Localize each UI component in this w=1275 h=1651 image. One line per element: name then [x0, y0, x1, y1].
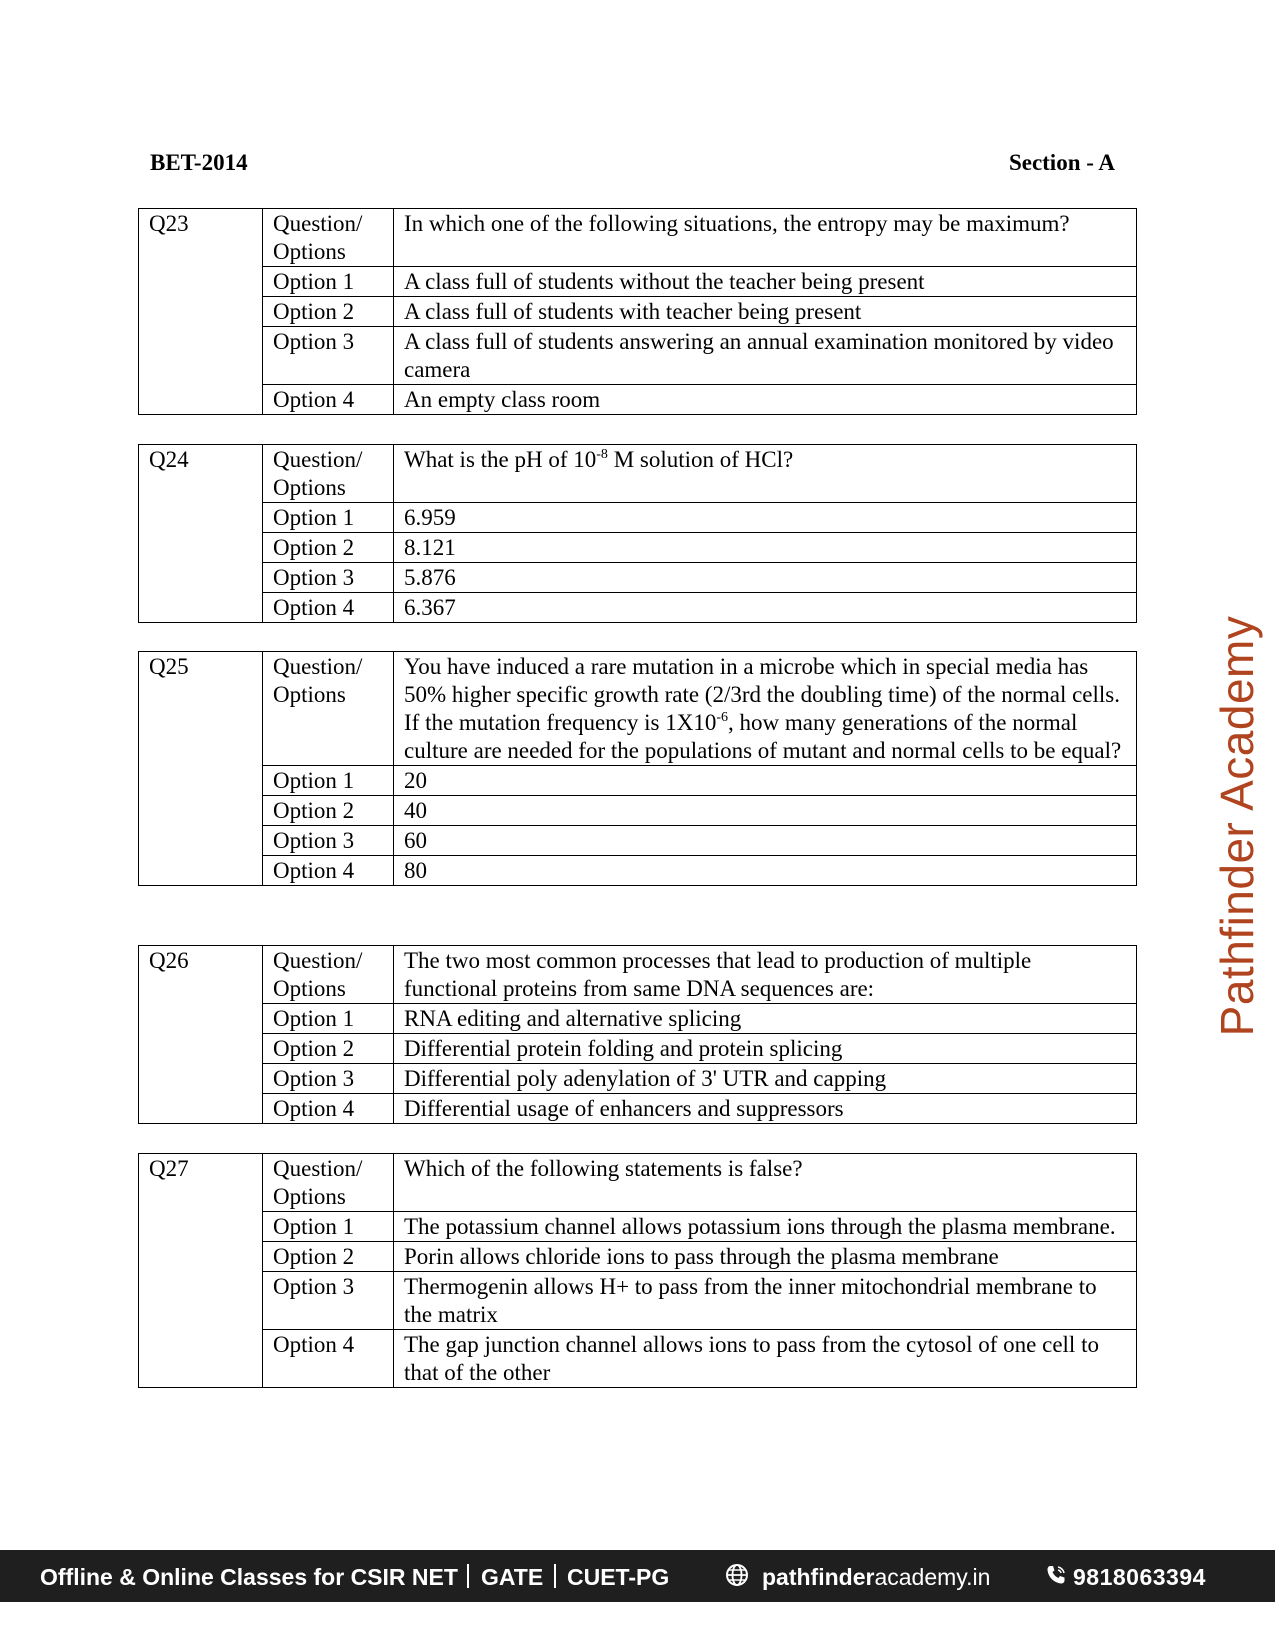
question-text: Which of the following statements is false?	[394, 1154, 1137, 1212]
option-label: Option 3	[263, 327, 394, 385]
option-label: Option 3	[263, 826, 394, 856]
option-row	[139, 796, 1137, 826]
question-row	[139, 946, 1137, 1004]
option-label: Option 2	[263, 297, 394, 327]
option-row	[139, 1094, 1137, 1124]
option-row	[139, 503, 1137, 533]
option-row	[139, 1242, 1137, 1272]
footer-website[interactable]: pathfinderacademy.in	[762, 1564, 991, 1590]
option-label: Option 2	[263, 796, 394, 826]
question-table-q25	[138, 651, 1137, 886]
option-label: Option 4	[263, 1330, 394, 1388]
question-label: Question/ Options	[263, 946, 394, 1004]
question-row	[139, 652, 1137, 766]
question-row	[139, 209, 1137, 267]
option-row	[139, 267, 1137, 297]
option-label: Option 2	[263, 1034, 394, 1064]
question-text: In which one of the following situations, the entropy may be maximum?	[394, 209, 1137, 267]
question-row	[139, 1154, 1137, 1212]
option-row	[139, 1330, 1137, 1388]
footer-phone[interactable]: 9818063394	[1073, 1564, 1206, 1590]
option-label: Option 4	[263, 385, 394, 415]
option-label: Option 4	[263, 856, 394, 886]
option-text: Differential protein folding and protein splicing	[394, 1034, 1137, 1064]
option-text: 40	[394, 796, 1137, 826]
option-label: Option 1	[263, 1212, 394, 1242]
question-row	[139, 445, 1137, 503]
question-number: Q25	[139, 652, 263, 886]
question-label: Question/ Options	[263, 209, 394, 267]
footer-classes: Offline & Online Classes for CSIR NET	[40, 1564, 458, 1590]
option-text: An empty class room	[394, 385, 1137, 415]
option-text: Thermogenin allows H+ to pass from the inner mitochondrial membrane to the matrix	[394, 1272, 1137, 1330]
option-text: A class full of students answering an annual examination monitored by video camera	[394, 327, 1137, 385]
phone-icon	[1044, 1564, 1068, 1593]
option-label: Option 3	[263, 1272, 394, 1330]
footer-divider	[554, 1564, 556, 1588]
option-label: Option 4	[263, 1094, 394, 1124]
option-row	[139, 327, 1137, 385]
question-text: You have induced a rare mutation in a microbe which in special media has 50% higher specific growth rate (2/3rd the doubling time) of the normal cells. If the mutation frequency is $1X10^{-6}$, how many generations of the normal culture are needed for the populations of mutant and normal cells to be equal?	[394, 652, 1137, 766]
option-label: Option 1	[263, 503, 394, 533]
option-text: Porin allows chloride ions to pass through the plasma membrane	[394, 1242, 1137, 1272]
option-row	[139, 856, 1137, 886]
question-number: Q27	[139, 1154, 263, 1388]
option-text: 6.959	[394, 503, 1137, 533]
option-text: A class full of students with teacher being present	[394, 297, 1137, 327]
exam-title: BET-2014	[150, 150, 248, 175]
option-row	[139, 1034, 1137, 1064]
option-label: Option 1	[263, 267, 394, 297]
option-text: 6.367	[394, 593, 1137, 623]
question-text: The two most common processes that lead to production of multiple functional proteins from same DNA sequences are:	[394, 946, 1137, 1004]
option-label: Option 3	[263, 1064, 394, 1094]
option-text: The gap junction channel allows ions to pass from the cytosol of one cell to that of the other	[394, 1330, 1137, 1388]
question-label: Question/ Options	[263, 652, 394, 766]
globe-icon	[724, 1564, 750, 1594]
option-label: Option 1	[263, 1004, 394, 1034]
question-number: Q23	[139, 209, 263, 415]
option-text: 60	[394, 826, 1137, 856]
question-number: Q26	[139, 946, 263, 1124]
option-label: Option 2	[263, 1242, 394, 1272]
option-row	[139, 1212, 1137, 1242]
section-title: Section - A	[1008, 150, 1115, 175]
footer-divider	[467, 1564, 469, 1588]
option-row	[139, 1064, 1137, 1094]
question-table-q26	[138, 945, 1137, 1124]
option-row	[139, 385, 1137, 415]
option-row	[139, 593, 1137, 623]
option-label: Option 4	[263, 593, 394, 623]
option-text: A class full of students without the teacher being present	[394, 267, 1137, 297]
option-row	[139, 1272, 1137, 1330]
option-row	[139, 766, 1137, 796]
question-label: Question/ Options	[263, 1154, 394, 1212]
footer-gate: GATE	[481, 1564, 544, 1590]
option-text: 80	[394, 856, 1137, 886]
question-number: Q24	[139, 445, 263, 623]
question-table-q24	[138, 444, 1137, 623]
option-text: RNA editing and alternative splicing	[394, 1004, 1137, 1034]
option-row	[139, 563, 1137, 593]
footer-cuet: CUET-PG	[567, 1564, 670, 1590]
option-label: Option 2	[263, 533, 394, 563]
option-text: 8.121	[394, 533, 1137, 563]
question-table-q27	[138, 1153, 1137, 1388]
option-label: Option 1	[263, 766, 394, 796]
option-text: 20	[394, 766, 1137, 796]
option-row	[139, 1004, 1137, 1034]
option-row	[139, 826, 1137, 856]
option-text: Differential poly adenylation of 3' UTR and capping	[394, 1064, 1137, 1094]
option-text: 5.876	[394, 563, 1137, 593]
option-row	[139, 297, 1137, 327]
question-table-q23	[138, 208, 1137, 415]
option-text: Differential usage of enhancers and suppressors	[394, 1094, 1137, 1124]
question-label: Question/ Options	[263, 445, 394, 503]
footer-banner	[0, 1550, 1275, 1602]
option-label: Option 3	[263, 563, 394, 593]
question-text: What is the pH of $10^{-8}$ M solution of HCl?	[394, 445, 1137, 503]
watermark: Pathfinder Academy	[1211, 615, 1263, 1037]
option-text: The potassium channel allows potassium ions through the plasma membrane.	[394, 1212, 1137, 1242]
option-row	[139, 533, 1137, 563]
